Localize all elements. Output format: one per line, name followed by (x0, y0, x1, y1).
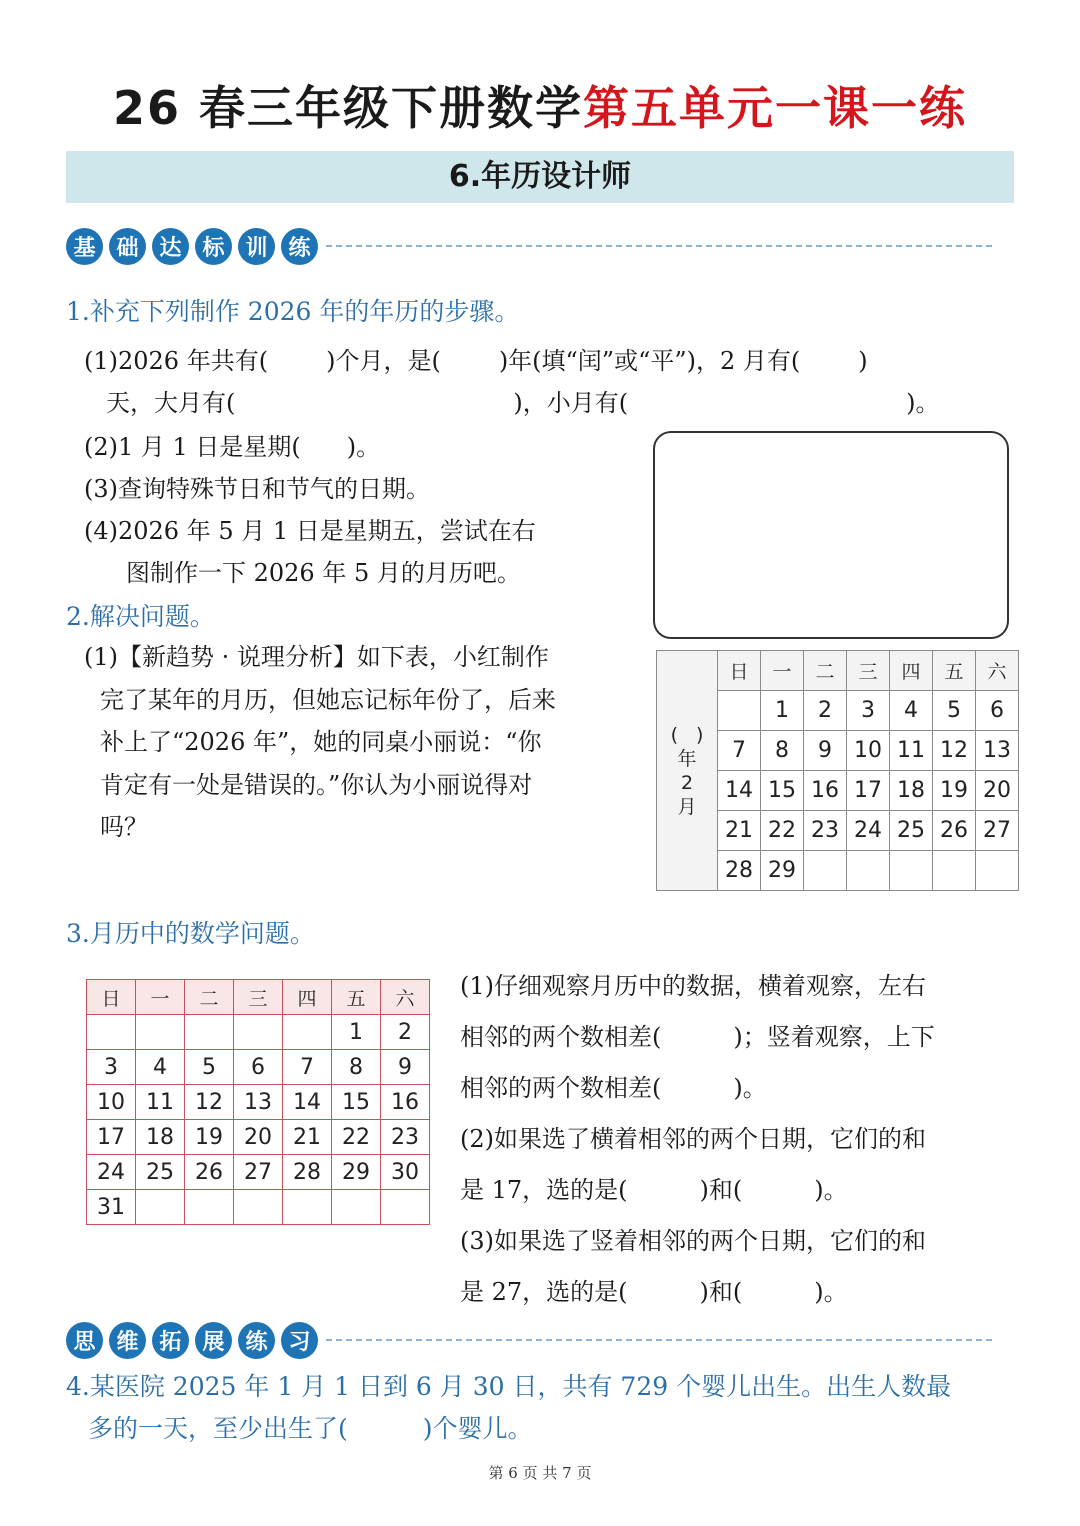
date-cell: 22 (332, 1120, 381, 1155)
date-cell: 11 (890, 731, 933, 771)
date-cell: 12 (185, 1085, 234, 1120)
question-1-title: 1.补充下列制作 2026 年的年历的步骤。 (66, 297, 520, 326)
q3-questions (460, 961, 935, 1318)
q1-part1-line2: 天，大月有( )，小月有( )。 (106, 389, 940, 417)
q3-line: 相邻的两个数相差( )；竖着观察，上下 (460, 1023, 935, 1051)
date-cell: 23 (804, 811, 847, 851)
date-cell: 29 (332, 1155, 381, 1190)
q3-line: 是 27，选的是( )和( )。 (460, 1278, 848, 1306)
date-cell: 17 (847, 771, 890, 811)
date-cell (136, 1015, 185, 1050)
date-cell (283, 1015, 332, 1050)
weekday-header: 二 (804, 651, 847, 691)
date-cell: 9 (804, 731, 847, 771)
date-cell: 10 (87, 1085, 136, 1120)
section-char: 练 (238, 1322, 275, 1359)
date-cell: 20 (234, 1120, 283, 1155)
weekday-header: 六 (976, 651, 1019, 691)
date-cell: 7 (718, 731, 761, 771)
date-cell: 21 (718, 811, 761, 851)
date-cell: 9 (381, 1050, 430, 1085)
date-cell (185, 1015, 234, 1050)
date-cell: 14 (718, 771, 761, 811)
q2-text (84, 636, 556, 849)
q3-line: (1)仔细观察月历中的数据，横着观察，左右 (460, 972, 926, 1000)
date-cell: 26 (185, 1155, 234, 1190)
weekday-header: 四 (890, 651, 933, 691)
dashed-divider (326, 1339, 992, 1341)
date-cell: 8 (332, 1050, 381, 1085)
date-cell: 3 (87, 1050, 136, 1085)
date-cell: 5 (933, 691, 976, 731)
weekday-header: 一 (136, 980, 185, 1015)
date-cell: 8 (761, 731, 804, 771)
q1-part4-line2: 图制作一下 2026 年 5 月的月历吧。 (126, 559, 521, 587)
date-cell: 28 (283, 1155, 332, 1190)
section-extend-header (66, 1320, 992, 1360)
date-cell: 6 (234, 1050, 283, 1085)
q2-line: 完了某年的月历，但她忘记标年份了，后来 (100, 685, 556, 714)
date-cell: 1 (761, 691, 804, 731)
date-cell: 13 (976, 731, 1019, 771)
february-calendar (656, 650, 1019, 891)
q3-line: 相邻的两个数相差( )。 (460, 1074, 767, 1102)
date-cell: 13 (234, 1085, 283, 1120)
weekday-header: 五 (933, 651, 976, 691)
date-cell: 25 (890, 811, 933, 851)
date-cell (718, 691, 761, 731)
date-cell: 16 (381, 1085, 430, 1120)
section-char: 标 (195, 228, 232, 265)
q2-line: 肯定有一处是错误的。”你认为小丽说得对 (100, 770, 533, 799)
date-cell: 18 (136, 1120, 185, 1155)
date-cell: 19 (933, 771, 976, 811)
date-cell (804, 851, 847, 891)
dashed-divider (326, 245, 992, 247)
section-char: 拓 (152, 1322, 189, 1359)
date-cell: 15 (332, 1085, 381, 1120)
q2-line: 吗？ (100, 813, 148, 841)
weekday-header: 二 (185, 980, 234, 1015)
page-title (0, 72, 1080, 138)
weekday-header: 一 (761, 651, 804, 691)
q2-line: (1)【新趋势 · 说理分析】如下表，小红制作 (84, 643, 549, 671)
date-cell (234, 1015, 283, 1050)
date-cell (381, 1190, 430, 1225)
date-cell: 27 (976, 811, 1019, 851)
date-cell: 25 (136, 1155, 185, 1190)
q1-part3: (3)查询特殊节日和节气的日期。 (84, 475, 430, 503)
date-cell: 6 (976, 691, 1019, 731)
drawing-answer-box[interactable] (653, 431, 1009, 639)
weekday-header: 六 (381, 980, 430, 1015)
q1-part2: (2)1 月 1 日是星期( )。 (84, 433, 381, 461)
date-cell: 19 (185, 1120, 234, 1155)
title-main: 26 春三年级下册数学 (112, 81, 584, 135)
date-cell: 4 (136, 1050, 185, 1085)
section-char: 训 (238, 228, 275, 265)
date-cell: 22 (761, 811, 804, 851)
date-cell: 5 (185, 1050, 234, 1085)
title-unit: 第五单元一课一练 (583, 81, 968, 135)
date-cell (332, 1190, 381, 1225)
date-cell: 21 (283, 1120, 332, 1155)
section-char: 习 (281, 1322, 318, 1359)
date-cell: 2 (804, 691, 847, 731)
q3-line: (3)如果选了竖着相邻的两个日期，它们的和 (460, 1227, 926, 1255)
date-cell (283, 1190, 332, 1225)
date-cell: 10 (847, 731, 890, 771)
date-cell: 14 (283, 1085, 332, 1120)
date-cell: 2 (381, 1015, 430, 1050)
lesson-title-bar: 6.年历设计师 (66, 151, 1014, 203)
date-cell: 24 (847, 811, 890, 851)
question-2-title: 2.解决问题。 (66, 602, 215, 631)
q2-line: 补上了“2026 年”，她的同桌小丽说：“你 (100, 728, 542, 756)
date-cell: 1 (332, 1015, 381, 1050)
date-cell (185, 1190, 234, 1225)
date-cell (976, 851, 1019, 891)
weekday-header: 三 (847, 651, 890, 691)
date-cell: 3 (847, 691, 890, 731)
question-3-title: 3.月历中的数学问题。 (66, 919, 315, 948)
weekday-header: 五 (332, 980, 381, 1015)
section-char: 思 (66, 1322, 103, 1359)
date-cell: 15 (761, 771, 804, 811)
date-cell: 28 (718, 851, 761, 891)
weekday-header: 日 (87, 980, 136, 1015)
q3-line: 是 17，选的是( )和( )。 (460, 1176, 848, 1204)
section-char: 础 (109, 228, 146, 265)
section-char: 基 (66, 228, 103, 265)
date-cell: 23 (381, 1120, 430, 1155)
date-cell: 29 (761, 851, 804, 891)
section-basic-header (66, 226, 992, 266)
section-char: 达 (152, 228, 189, 265)
date-cell (847, 851, 890, 891)
date-cell: 31 (87, 1190, 136, 1225)
date-cell (136, 1190, 185, 1225)
q4-line: 多的一天，至少出生了( )个婴儿。 (88, 1414, 533, 1443)
q4-line: 4.某医院 2025 年 1 月 1 日到 6 月 30 日，共有 729 个婴儿出生。出生人数最 (66, 1372, 952, 1401)
month-calendar (86, 979, 430, 1225)
date-cell (890, 851, 933, 891)
date-cell: 27 (234, 1155, 283, 1190)
date-cell: 18 (890, 771, 933, 811)
weekday-header: 四 (283, 980, 332, 1015)
date-cell: 24 (87, 1155, 136, 1190)
date-cell (933, 851, 976, 891)
date-cell: 30 (381, 1155, 430, 1190)
weekday-header: 三 (234, 980, 283, 1015)
date-cell: 16 (804, 771, 847, 811)
page-footer: 第 6 页 共 7 页 (488, 1464, 592, 1482)
q1-part4-line1: (4)2026 年 5 月 1 日是星期五，尝试在右 (84, 517, 536, 545)
date-cell: 11 (136, 1085, 185, 1120)
section-char: 展 (195, 1322, 232, 1359)
date-cell: 7 (283, 1050, 332, 1085)
date-cell (87, 1015, 136, 1050)
weekday-header: 日 (718, 651, 761, 691)
date-cell (234, 1190, 283, 1225)
date-cell: 12 (933, 731, 976, 771)
calendar-month-label: ( ) 年 2 月 (657, 651, 718, 891)
q1-part1-line1: (1)2026 年共有( )个月，是( )年(填“闰”或“平”)，2 月有( ) (84, 347, 868, 375)
date-cell: 4 (890, 691, 933, 731)
q3-line: (2)如果选了横着相邻的两个日期，它们的和 (460, 1125, 926, 1153)
section-char: 维 (109, 1322, 146, 1359)
date-cell: 26 (933, 811, 976, 851)
date-cell: 17 (87, 1120, 136, 1155)
date-cell: 20 (976, 771, 1019, 811)
question-4 (66, 1366, 951, 1450)
section-char: 练 (281, 228, 318, 265)
